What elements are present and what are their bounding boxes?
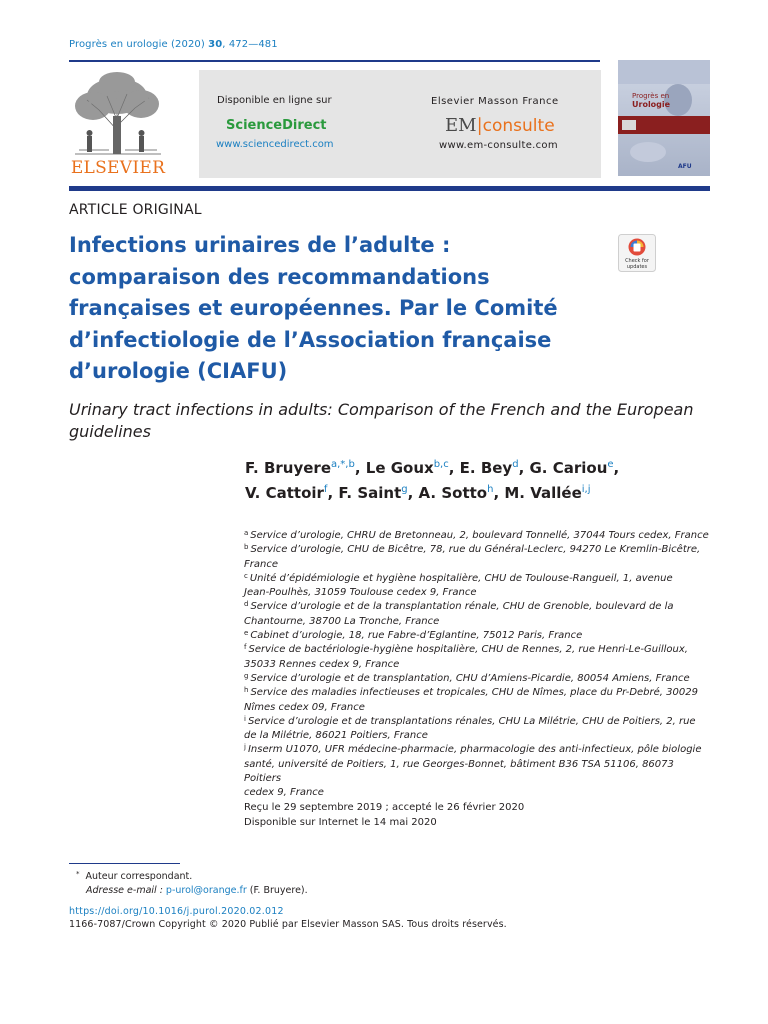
title-line: d’urologie (CIAFU) <box>69 359 288 383</box>
header-top-rule <box>69 60 600 62</box>
author-separator: , <box>518 459 530 477</box>
author-name[interactable]: A. Sotto <box>418 484 488 502</box>
header-bottom-rule <box>69 186 710 191</box>
author-line <box>245 456 715 481</box>
affiliation-key: b <box>244 543 249 552</box>
journal-ref-volume: 30 <box>208 39 223 50</box>
title-line: françaises et européennes. Par le Comité <box>69 296 558 320</box>
affiliation-item <box>244 686 714 715</box>
sciencedirect-link[interactable]: www.sciencedirect.com <box>216 139 334 150</box>
subtitle-line: guidelines <box>69 422 151 441</box>
affiliation-line: Service d’urologie et de transplantations rénales, CHU La Milétrie, CHU de Poitiers, 2, rue <box>247 715 696 727</box>
affiliation-item <box>244 529 714 543</box>
affiliation-line: Service d’urologie et de la transplantation rénale, CHU de Grenoble, boulevard de la <box>250 601 674 613</box>
journal-ref-prefix: Progrès en urologie (2020) <box>69 39 209 50</box>
author-affiliation-ref[interactable]: f <box>323 484 328 495</box>
affiliation-key: h <box>244 686 249 695</box>
footnote-line <box>76 867 308 884</box>
author-separator: , <box>448 459 460 477</box>
affiliation-item <box>244 629 714 643</box>
author-name[interactable]: E. Bey <box>459 459 513 477</box>
english-title <box>69 399 719 443</box>
article-title <box>69 230 599 388</box>
affiliation-key: i <box>244 714 246 723</box>
affiliation-item <box>244 643 714 672</box>
footnote-corresponding: Auteur correspondant. <box>85 871 193 882</box>
emconsulte-logo-em: EM <box>445 115 477 136</box>
email-suffix: (F. Bruyere). <box>246 885 308 896</box>
journal-reference[interactable] <box>69 39 278 50</box>
affiliation-key: f <box>244 643 247 652</box>
affiliation-key: j <box>244 743 246 752</box>
affiliation-item <box>244 572 714 601</box>
affiliation-line: Service d’urologie et de transplantation, CHU d’Amiens-Picardie, 80054 Amiens, France <box>250 672 690 684</box>
footnote-star: * <box>76 870 80 878</box>
received-date: Reçu le 29 septembre 2019 ; accepté le 26 février 2020 <box>244 802 525 813</box>
affiliation-line: Nîmes cedex 09, France <box>244 701 365 713</box>
doi-link[interactable]: https://doi.org/10.1016/j.purol.2020.02.012 <box>69 906 284 917</box>
footnote-line <box>76 884 308 898</box>
title-line: comparaison des recommandations <box>69 264 490 289</box>
article-type: ARTICLE ORIGINAL <box>69 202 202 218</box>
affiliation-line: cedex 9, France <box>244 787 324 799</box>
affiliation-line: Jean-Poulhès, 31059 Toulouse cedex 9, France <box>244 587 477 599</box>
check-for-updates-badge[interactable] <box>618 234 656 272</box>
cover-afu-badge: AFU <box>678 163 692 170</box>
author-separator: , <box>354 459 366 477</box>
subtitle-line: Urinary tract infections in adults: Comparison of the French and the European <box>69 400 694 419</box>
affiliation-line: Chantourne, 38700 La Tronche, France <box>244 615 440 627</box>
affiliation-item <box>244 600 714 629</box>
availability-box <box>199 70 601 178</box>
author-name[interactable]: F. Saint <box>338 484 402 502</box>
author-affiliation-ref[interactable]: i,j <box>581 484 591 495</box>
affiliation-list <box>244 529 714 801</box>
affiliation-key: g <box>244 671 249 680</box>
author-affiliation-ref[interactable]: d <box>512 459 519 470</box>
elsevier-wordmark: ELSEVIER <box>70 158 166 178</box>
footnote-rule <box>69 863 180 864</box>
affiliation-line: santé, université de Poitiers, 1, rue Georges-Bonnet, bâtiment B36 TSA 51106, 86073 Poitiers <box>244 758 674 785</box>
author-name[interactable]: F. Bruyere <box>245 459 331 477</box>
author-line <box>245 481 715 506</box>
copyright-notice: 1166-7087/Crown Copyright © 2020 Publié par Elsevier Masson SAS. Tous droits réservés. <box>69 919 507 930</box>
affiliation-line: Inserm U1070, UFR médecine-pharmacie, pharmacologie des anti-infectieux, pôle biologie <box>247 744 702 756</box>
affiliation-item <box>244 672 714 686</box>
emconsulte-link[interactable]: www.em-consulte.com <box>439 140 558 151</box>
affiliation-line: 35033 Rennes cedex 9, France <box>244 658 400 670</box>
author-separator: , <box>613 459 620 477</box>
author-name[interactable]: M. Vallée <box>504 484 582 502</box>
author-affiliation-ref[interactable]: b,c <box>433 459 449 470</box>
author-name[interactable]: V. Cattoir <box>245 484 324 502</box>
email-link[interactable]: p-urol@orange.fr <box>165 885 247 896</box>
affiliation-line: Cabinet d’urologie, 18, rue Fabre-d’Eglantine, 75012 Paris, France <box>250 630 583 642</box>
check-updates-line1: Check for <box>625 258 649 264</box>
author-affiliation-ref[interactable]: a,*,b <box>331 459 355 470</box>
email-label: Adresse e-mail : <box>86 885 163 896</box>
author-separator: , <box>407 484 419 502</box>
author-name[interactable]: Le Goux <box>365 459 434 477</box>
author-affiliation-ref[interactable]: h <box>487 484 494 495</box>
affiliation-item <box>244 715 714 744</box>
sciencedirect-logo[interactable]: ScienceDirect <box>226 118 327 133</box>
affiliation-item <box>244 743 714 800</box>
author-affiliation-ref[interactable]: e <box>607 459 614 470</box>
author-list <box>245 456 715 506</box>
journal-ref-pages: , 472—481 <box>222 39 278 50</box>
affiliation-item <box>244 543 714 572</box>
emconsulte-label: Elsevier Masson France <box>431 96 559 107</box>
corresponding-author-footnote <box>76 867 308 898</box>
online-date: Disponible sur Internet le 14 mai 2020 <box>244 817 437 828</box>
title-line: Infections urinaires de l’adulte : <box>69 233 451 257</box>
affiliation-line: Service de bactériologie-hygiène hospitalière, CHU de Rennes, 2, rue Henri-Le-Guilloux, <box>248 644 688 656</box>
author-separator: , <box>493 484 505 502</box>
cover-title-line2: Urologie <box>632 100 671 109</box>
cover-title-line1: Progrès en <box>632 92 670 100</box>
affiliation-key: e <box>244 629 249 638</box>
affiliation-key: d <box>244 600 249 609</box>
journal-cover-image[interactable] <box>618 60 710 176</box>
emconsulte-logo[interactable] <box>445 115 555 136</box>
sciencedirect-label: Disponible en ligne sur <box>217 95 332 106</box>
affiliation-line: Service des maladies infectieuses et tropicales, CHU de Nîmes, place du Pr-Debré, 30029 <box>250 687 698 699</box>
emconsulte-logo-separator: | <box>476 115 483 136</box>
emconsulte-logo-consulte: consulte <box>482 116 555 136</box>
affiliation-line: France <box>244 558 278 570</box>
check-updates-line2: updates <box>626 264 648 270</box>
author-name[interactable]: G. Cariou <box>529 459 608 477</box>
author-separator: , <box>327 484 339 502</box>
article-dates <box>244 800 524 830</box>
affiliation-line: de la Milétrie, 86021 Poitiers, France <box>244 730 428 742</box>
affiliation-key: a <box>244 529 249 537</box>
affiliation-line: Service d’urologie, CHRU de Bretonneau, 2, boulevard Tonnellé, 37044 Tours cedex, France <box>250 530 709 541</box>
author-affiliation-ref[interactable]: g <box>401 484 408 495</box>
affiliation-line: Service d’urologie, CHU de Bicêtre, 78, rue du Général-Leclerc, 94270 Le Kremlin-Bicêtre, <box>250 544 701 556</box>
affiliation-line: Unité d’épidémiologie et hygiène hospitalière, CHU de Toulouse-Rangueil, 1, avenue <box>249 572 673 584</box>
title-line: d’infectiologie de l’Association française <box>69 327 552 352</box>
affiliation-key: c <box>244 571 248 580</box>
